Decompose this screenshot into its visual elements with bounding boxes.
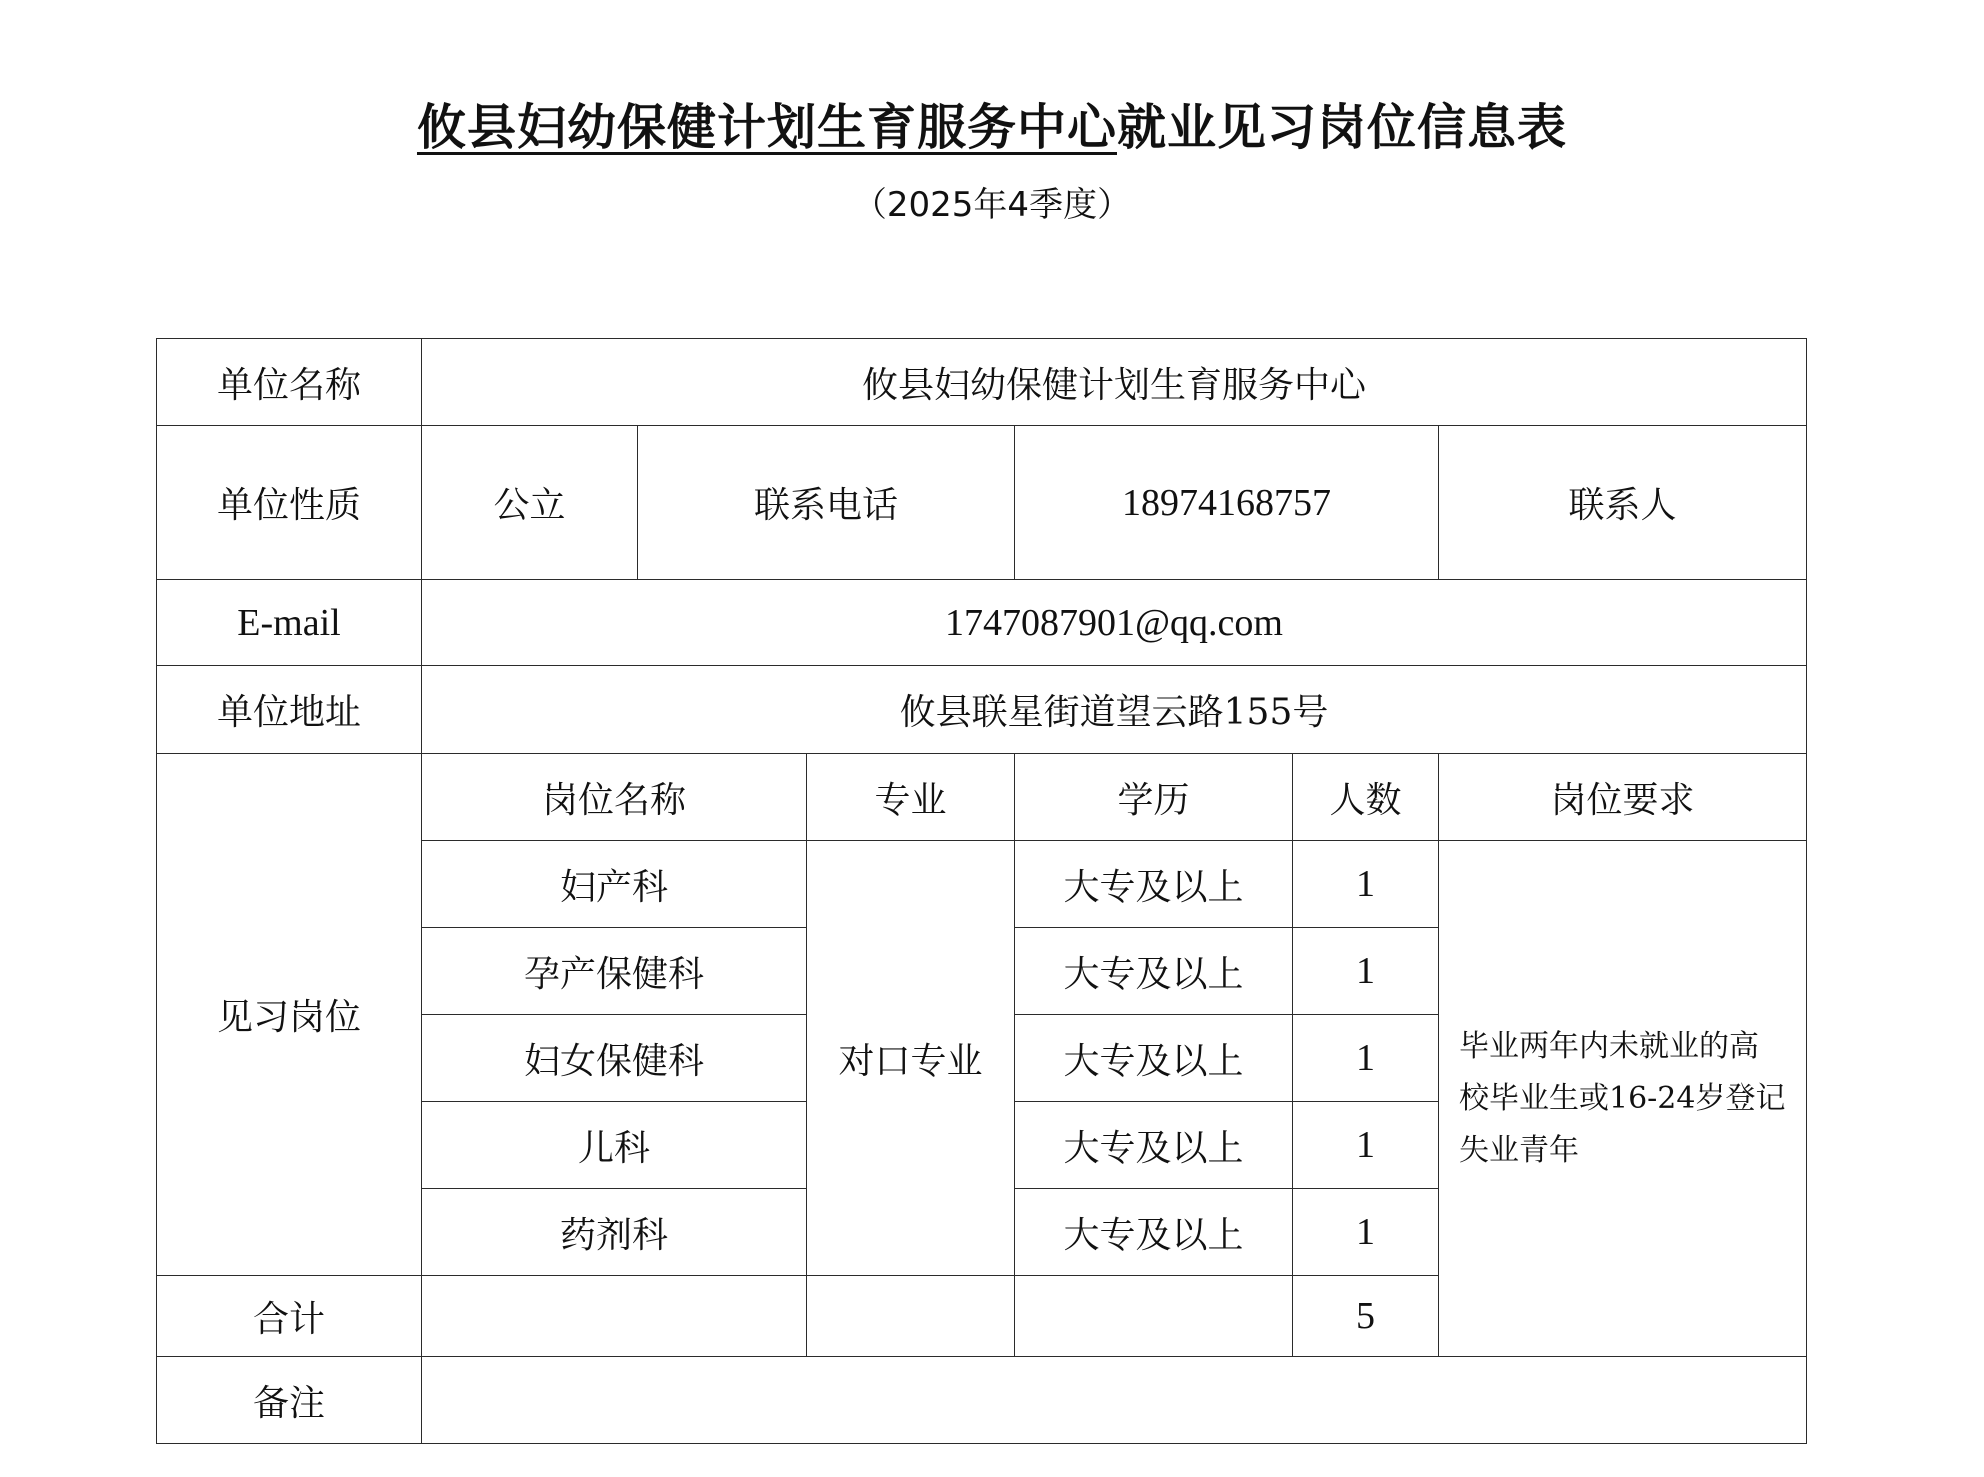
position-major: 对口专业 (807, 841, 1015, 1276)
position-education: 大专及以上 (1015, 1189, 1293, 1276)
info-table (156, 338, 1807, 1444)
page-title-rest: 就业见习岗位信息表 (1117, 99, 1568, 156)
col-header-education: 学历 (1015, 754, 1293, 841)
position-name: 妇女保健科 (422, 1015, 807, 1102)
phone-label: 联系电话 (638, 426, 1015, 580)
positions-section-label: 见习岗位 (157, 754, 422, 1276)
remarks-value (422, 1357, 1807, 1444)
row-email (157, 580, 1807, 666)
address-label: 单位地址 (157, 666, 422, 754)
row-address (157, 666, 1807, 754)
contact-label: 联系人 (1439, 426, 1807, 580)
totals-empty-education (1015, 1276, 1293, 1357)
position-name: 妇产科 (422, 841, 807, 928)
totals-count: 5 (1293, 1276, 1439, 1357)
email-value: 1747087901@qq.com (422, 580, 1807, 666)
row-org-name (157, 339, 1807, 426)
position-count: 1 (1293, 841, 1439, 928)
position-education: 大专及以上 (1015, 1102, 1293, 1189)
position-education: 大专及以上 (1015, 928, 1293, 1015)
org-name-value: 攸县妇幼保健计划生育服务中心 (422, 339, 1807, 426)
position-count: 1 (1293, 928, 1439, 1015)
col-header-position: 岗位名称 (422, 754, 807, 841)
position-education: 大专及以上 (1015, 1015, 1293, 1102)
position-education: 大专及以上 (1015, 841, 1293, 928)
row-org-nature (157, 426, 1807, 580)
totals-label: 合计 (157, 1276, 422, 1357)
position-count: 1 (1293, 1015, 1439, 1102)
org-nature-value: 公立 (422, 426, 638, 580)
totals-empty-position (422, 1276, 807, 1357)
address-value: 攸县联星街道望云路155号 (422, 666, 1807, 754)
position-requirement: 毕业两年内未就业的高校毕业生或16-24岁登记失业青年 (1439, 841, 1807, 1357)
email-label: E-mail (157, 580, 422, 666)
col-header-major: 专业 (807, 754, 1015, 841)
org-nature-label: 单位性质 (157, 426, 422, 580)
phone-value: 18974168757 (1015, 426, 1439, 580)
row-remarks (157, 1357, 1807, 1444)
row-positions-header (157, 754, 1807, 841)
remarks-label: 备注 (157, 1357, 422, 1444)
position-name: 孕产保健科 (422, 928, 807, 1015)
position-name: 药剂科 (422, 1189, 807, 1276)
totals-empty-major (807, 1276, 1015, 1357)
position-name: 儿科 (422, 1102, 807, 1189)
col-header-count: 人数 (1293, 754, 1439, 841)
col-header-requirement: 岗位要求 (1439, 754, 1807, 841)
position-count: 1 (1293, 1102, 1439, 1189)
position-count: 1 (1293, 1189, 1439, 1276)
org-name-label: 单位名称 (157, 339, 422, 426)
page-title (0, 96, 1984, 160)
page-subtitle: （2025年4季度） (852, 185, 1132, 225)
page-title-underlined: 攸县妇幼保健计划生育服务中心 (416, 99, 1117, 156)
